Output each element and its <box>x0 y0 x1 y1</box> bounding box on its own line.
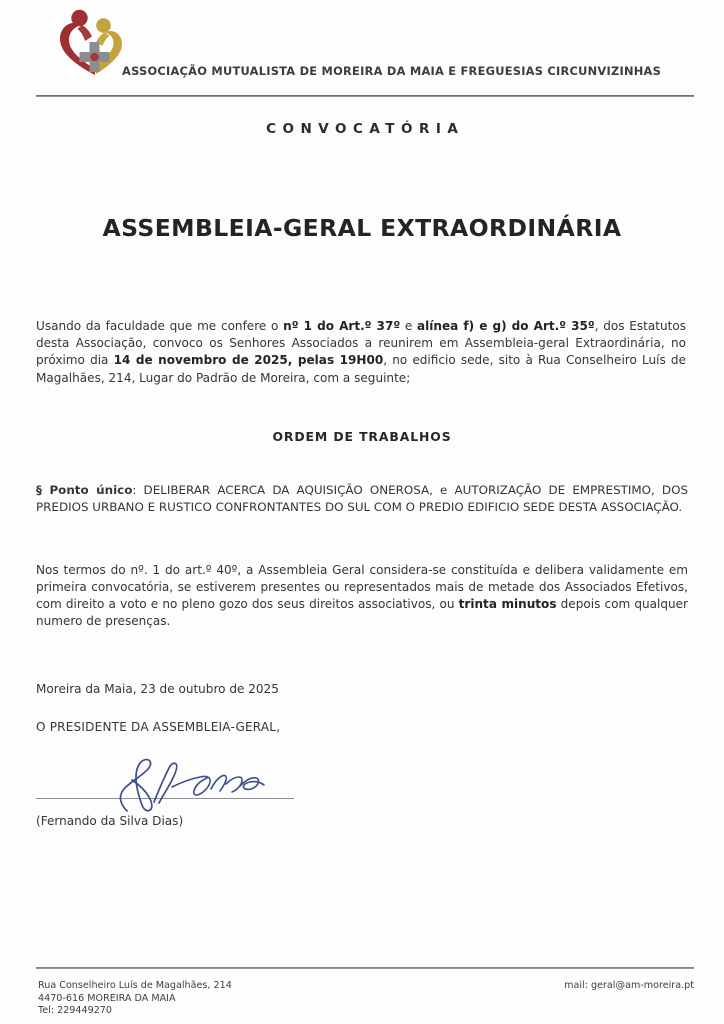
intro-bold-3: 14 de novembro de 2025, pelas 19H00 <box>113 353 384 368</box>
footer-divider <box>36 967 694 969</box>
terms-bold-1: trinta minutos <box>458 597 557 612</box>
page-title: ASSEMBLEIA-GERAL EXTRAORDINÁRIA <box>102 214 622 242</box>
intro-bold-2: alínea f) e g) do Art.º 35º <box>417 319 595 333</box>
agenda-item-label: § Ponto único <box>36 482 133 497</box>
header-divider <box>36 95 694 97</box>
terms-paragraph <box>36 562 688 631</box>
terms-text-2: depois com qualquer numero de presenças. <box>36 597 689 629</box>
intro-text-1: Usando da faculdade que me confere o <box>36 319 284 333</box>
signature-line <box>36 798 294 799</box>
organization-name: ASSOCIAÇÃO MUTUALISTA DE MOREIRA DA MAIA E FREGUESIAS CIRCUNVIZINHAS <box>122 64 662 78</box>
footer-phone: Tel: 229449270 <box>38 1005 113 1017</box>
intro-bold-1: nº 1 do Art.º 37º <box>283 319 401 333</box>
footer <box>38 980 694 1018</box>
agenda-item-separator: : <box>132 482 144 497</box>
intro-paragraph <box>36 318 688 387</box>
agenda-item <box>36 482 688 517</box>
handwritten-signature-icon <box>114 756 284 814</box>
terms-text-1: Nos termos do nº. 1 do art.º 40º, a Assembleia Geral considera-se constituída e delibera validamente em primeira convocatória, se estiverem presentes ou representados mais de metade dos Associados Efetivos, com direito a voto e no pleno gozo dos seus direitos associativos, ou <box>36 562 688 612</box>
document-kicker: CONVOCATÓRIA <box>266 121 465 137</box>
footer-contact-block <box>38 980 232 1018</box>
agenda-heading: ORDEM DE TRABALHOS <box>272 428 452 444</box>
signer-role: O PRESIDENTE DA ASSEMBLEIA-GERAL, <box>36 719 281 734</box>
intro-text-3: , dos Estatutos desta Associação, convoco os Senhores Associados a reunirem em Assembleia-geral Extraordinária, no próximo dia <box>36 319 686 368</box>
signer-name: (Fernando da Silva Dias) <box>36 813 184 828</box>
letterhead <box>36 0 688 92</box>
footer-email: mail: geral@am-moreira.pt <box>564 980 694 992</box>
signature-area <box>36 762 298 818</box>
footer-address-line2: 4470-616 MOREIRA DA MAIA <box>38 992 176 1004</box>
footer-address-line1: Rua Conselheiro Luís de Magalhães, 214 <box>38 980 232 992</box>
place-and-date: Moreira da Maia, 23 de outubro de 2025 <box>36 681 279 696</box>
intro-text-2: e <box>400 319 417 333</box>
agenda-item-text: DELIBERAR ACERCA DA AQUISIÇÃO ONEROSA, e AUTORIZAÇÃO DE EMPRESTIMO, DOS PREDIOS URBANO E RUSTICO CONFRONTANTES DO SUL COM O PREDIO EDIFICIO SEDE DESTA ASSOCIAÇÃO. <box>36 482 688 515</box>
intro-text-4: , no edificio sede, sito à Rua Conselheiro Luís de Magalhães, 214, Lugar do Padrão de Moreira, com a seguinte; <box>36 353 686 385</box>
